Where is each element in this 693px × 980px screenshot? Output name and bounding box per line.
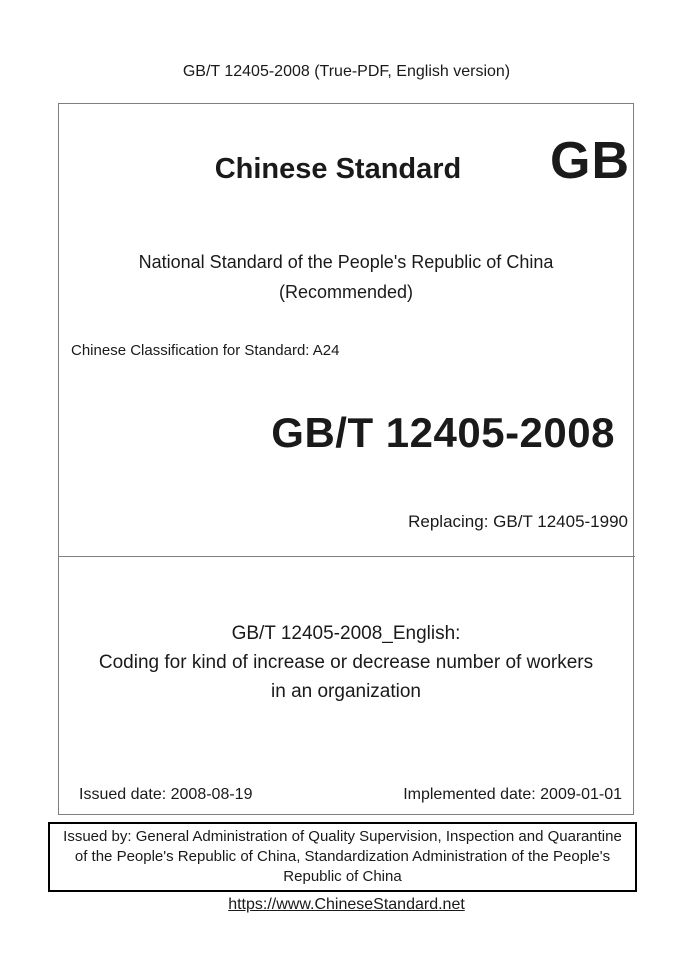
dates-row — [79, 785, 622, 805]
section-divider — [58, 556, 635, 557]
issuer-box — [48, 822, 637, 892]
footer-link[interactable]: https://www.ChineseStandard.net — [228, 896, 465, 913]
document-header-title: GB/T 12405-2008 (True-PDF, English version) — [182, 63, 511, 80]
classification-line: Chinese Classification for Standard: A24 — [71, 342, 340, 359]
implemented-date: Implemented date: 2009-01-01 — [403, 786, 622, 803]
english-title-line3: in an organization — [271, 681, 421, 702]
english-title-line2: Coding for kind of increase or decrease number of workers — [98, 652, 594, 673]
footer-link-row — [0, 895, 693, 915]
national-standard-line: National Standard of the People's Republic of China — [138, 252, 554, 272]
national-standard-block — [58, 247, 634, 307]
english-title-line1: GB/T 12405-2008_English: — [231, 623, 461, 644]
issued-date: Issued date: 2008-08-19 — [79, 786, 253, 803]
issuer-text: Issued by: General Administration of Quality Supervision, Inspection and Quarantine of the People's Republic of China, Standardization Administration of the People's Republic of China — [63, 828, 622, 885]
english-title-block — [58, 619, 634, 706]
replacing-line: Replacing: GB/T 12405-1990 — [408, 512, 628, 531]
gb-logo: GB — [550, 132, 630, 190]
recommended-line: (Recommended) — [278, 282, 414, 302]
cover-border-box — [58, 103, 634, 815]
standard-code: GB/T 12405-2008 — [271, 409, 615, 456]
brand-title: Chinese Standard — [214, 153, 462, 185]
